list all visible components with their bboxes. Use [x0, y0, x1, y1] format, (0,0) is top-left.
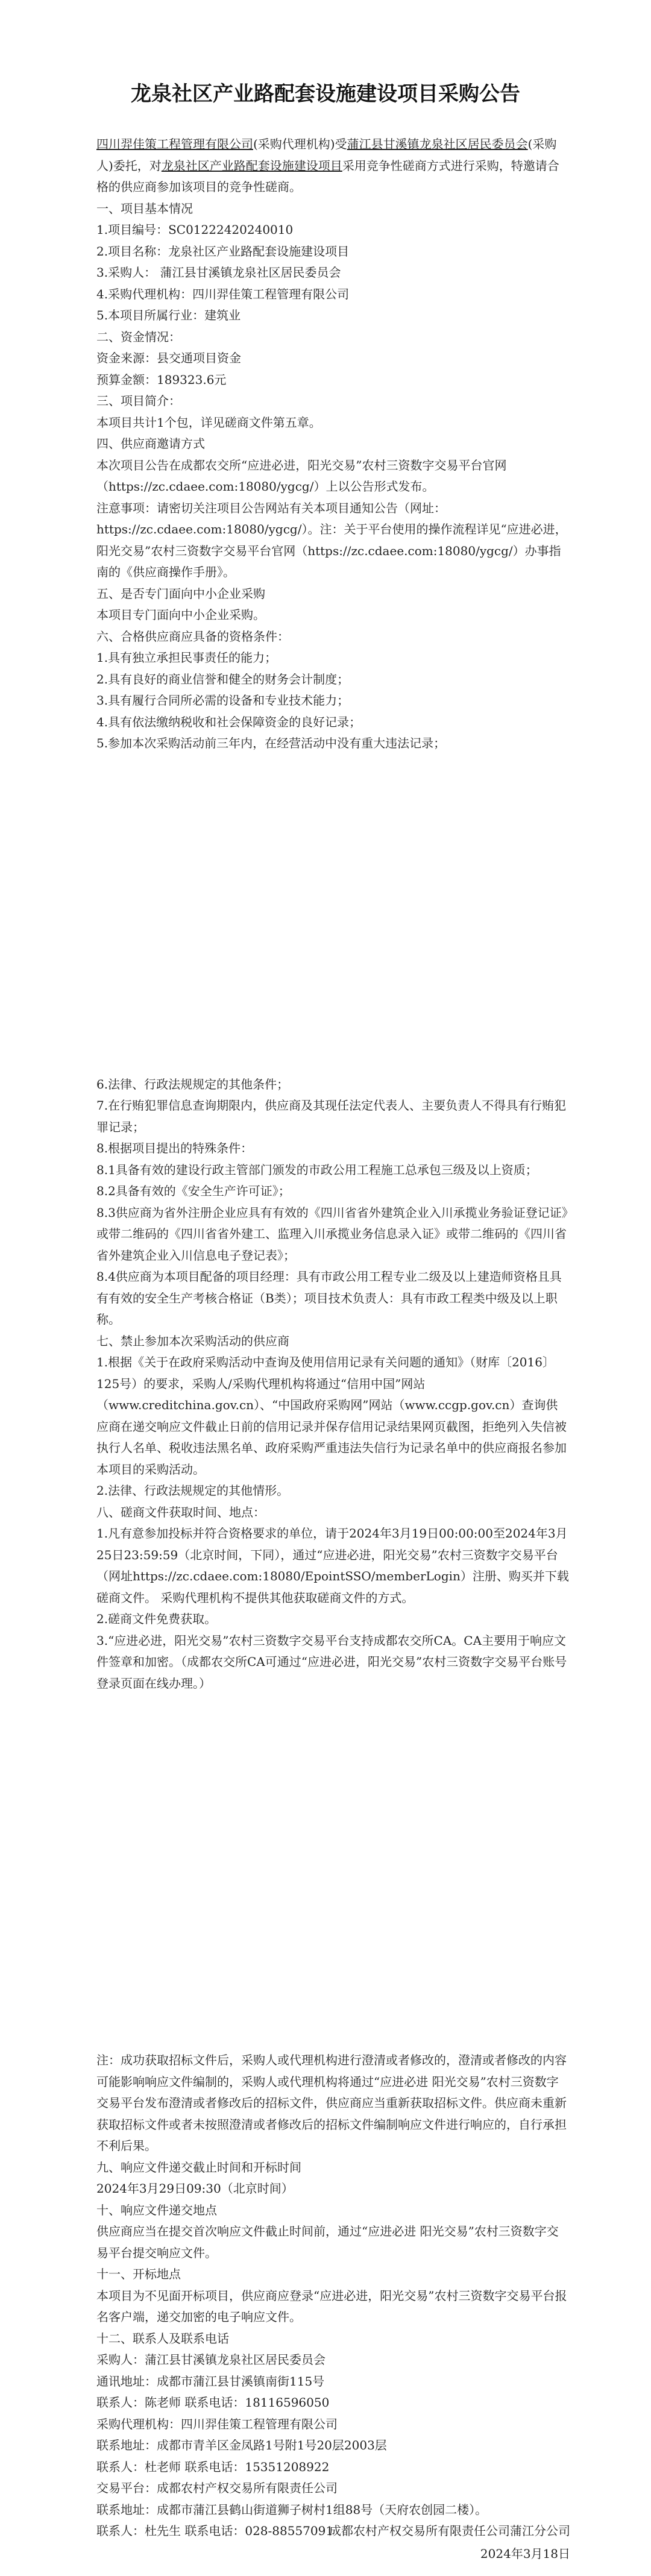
section-item: 1.具有独立承担民事责任的能力；: [96, 650, 277, 665]
intro-paragraph: [96, 134, 570, 198]
project-name: 龙泉社区产业路配套设施建设项目: [161, 158, 342, 173]
section-heading: 十、响应文件递交地点: [96, 2202, 217, 2217]
section-item: 7.在行贿犯罪信息查询期限内，供应商及其现任法定代表人、主要负责人不得具有行贿犯罪记录；: [96, 1098, 567, 1134]
section-heading: 五、是否专门面向中小企业采购: [96, 586, 265, 601]
section-item: 2.具有良好的商业信誉和健全的财务会计制度；: [96, 671, 350, 686]
section-item: 8.1具备有效的建设行政主管部门颁发的市政公用工程施工总承包三级及以上资质；: [96, 1162, 538, 1177]
section-item: 5.参加本次采购活动前三年内，在经营活动中没有重大违法记录；: [96, 736, 446, 750]
section-heading: 二、资金情况：: [96, 329, 181, 344]
section-item: 6.法律、行政法规规定的其他条件；: [96, 1076, 289, 1092]
contact-line: 联系人：陈老师 联系电话：18116596050: [96, 2395, 330, 2410]
section-heading: 十一、开标地点: [96, 2267, 181, 2281]
contact-line: 联系地址：成都市青羊区金凤路1号附1号20层2003层: [96, 2438, 387, 2452]
section-heading: 八、磋商文件获取时间、地点：: [96, 1504, 265, 1519]
section-item: 本次项目公告在成都农交所“应进必进，阳光交易”农村三资数字交易平台官网（https://zc.cdaee.com:18080/ygcg/）上以公告形式发布。: [96, 457, 507, 494]
section-item: 注意事项：请密切关注项目公告网站有关本项目通知公告（网址：https://zc.cdaee.com:18080/ygcg/）。注：关于平台使用的操作流程详见“应进必进，阳光交易”农村三资数字交易平台官网（https://zc.cdaee.com:18080/ygcg/）办事指南的《供应商操作手册》。: [96, 500, 567, 579]
contact-line: 联系人：杜老师 联系电话：15351208922: [96, 2459, 330, 2474]
contact-line: 采购人：蒲江县甘溪镇龙泉社区居民委员会: [96, 2352, 326, 2367]
contact-line: 通讯地址：成都市蒲江县甘溪镇南街115号: [96, 2373, 325, 2389]
contact-line: 联系人：杜先生 联系电话：028-88557091: [96, 2524, 334, 2538]
section-item: 1.项目编号：SC01222420240010: [96, 222, 294, 237]
section-item: 2.项目名称：龙泉社区产业路配套设施建设项目: [96, 243, 350, 259]
section-heading: 三、项目简介：: [96, 394, 181, 408]
section-item: 3.“应进必进，阳光交易”农村三资数字交易平台支持成都农交所CA。CA主要用于响应文件签章和加密。（成都农交所CA可通过“应进必进，阳光交易”农村三资数字交易平台账号登录页面在线办理。）: [96, 1633, 567, 1691]
section-item: 3.具有履行合同所必需的设备和专业技术能力；: [96, 693, 350, 708]
section-heading: 一、项目基本情况: [96, 201, 193, 216]
announcement-body: [96, 134, 570, 2542]
contact-line: 交易平台：成都农村产权交易所有限责任公司: [96, 2481, 338, 2495]
section-heading: 六、合格供应商应具备的资格条件：: [96, 629, 289, 644]
section-item: 本项目专门面向中小企业采购。: [96, 608, 265, 622]
intro-text-1: (采购代理机构)受: [253, 137, 347, 151]
section-item: 1.凡有意参加投标并符合资格要求的单位，请于2024年3月19日00:00:00至2024年3月25日23:59:59（北京时间，下同），通过“应进必进，阳光交易”农村三资数字交易平台（网址https://zc.cdaee.com:18080/EpointSSO/memberLogin）注册、购买并下载磋商文件。 采购代理机构不提供其他获取磋商文件的方式。: [96, 1526, 569, 1605]
section-item: 3.采购人： 蒲江县甘溪镇龙泉社区居民委员会: [96, 265, 341, 280]
section-item: 本项目共计1个包，详见磋商文件第五章。: [96, 415, 321, 430]
footer-organization: 成都农村产权交易所有限责任公司蒲江分公司: [329, 2524, 570, 2538]
section-item: 4.具有依法缴纳税收和社会保障资金的良好记录；: [96, 714, 362, 729]
notice-paragraph: 注：成功获取招标文件后，采购人或代理机构进行澄清或者修改的，澄清或者修改的内容可能影响响应文件编制的，采购人或代理机构将通过“应进必进 阳光交易”农村三资数字交易平台发布澄清或者修改后的招标文件，供应商应当重新获取招标文件。供应商未重新获取招标文件或者未按照澄清或者修改后的招标文件编制响应文件进行响应的，自行承担不利后果。: [96, 2053, 567, 2153]
section-item: 8.4供应商为本项目配备的项目经理：具有市政公用工程专业二级及以上建造师资格且具有有效的安全生产考核合格证（B类）；项目技术负责人：具有市政工程类中级及以上职称。: [96, 1269, 562, 1327]
section-item: 2.磋商文件免费获取。: [96, 1612, 217, 1626]
intro-text-3: 采用竞争性磋商方式进行采购，特邀请合格的供应商参加该项目的竞争性磋商。: [96, 158, 559, 194]
section-item: 本项目为不见面开标项目，供应商应登录“应进必进，阳光交易”农村三资数字交易平台报名客户端，递交加密的电子响应文件。: [96, 2288, 567, 2324]
section-item: 1.根据《关于在政府采购活动中查询及使用信用记录有关问题的通知》（财库〔2016〕125号）的要求，采购人/采购代理机构将通过“信用中国”网站（www.creditchina.gov.cn）、“中国政府采购网”网站（www.ccgp.gov.cn）查询供应商在递交响应文件截止日前的信用记录并保存信用记录结果网页截图，拒绝列入失信被执行人名单、税收违法黑名单、政府采购严重违法失信行为记录名单中的供应商报名参加本项目的采购活动。: [96, 1355, 567, 1477]
section-heading: 十二、联系人及联系电话: [96, 2331, 229, 2346]
section-item: 4.采购代理机构：四川羿佳策工程管理有限公司: [96, 286, 350, 301]
intro-text-2: (采购人)委托，对: [96, 137, 557, 173]
footer-date: 2024年3月18日: [480, 2546, 570, 2561]
section-item: 预算金额：189323.6元: [96, 372, 227, 387]
section-item: 供应商应当在提交首次响应文件截止时间前，通过“应进必进 阳光交易”农村三资数字交易平台提交响应文件。: [96, 2224, 559, 2260]
section-item: 8.2具备有效的《安全生产许可证》；: [96, 1184, 291, 1198]
contact-line: 联系地址：成都市蒲江县鹤山街道狮子树村1组88号（天府农创园二楼）。: [96, 2502, 488, 2517]
section-heading: 九、响应文件递交截止时间和开标时间: [96, 2160, 301, 2175]
section-item: 5.本项目所属行业：建筑业: [96, 308, 241, 322]
section-item: 2024年3月29日09:30（北京时间）: [96, 2181, 294, 2196]
blank-space: [96, 755, 570, 1074]
section-heading: 四、供应商邀请方式: [96, 436, 205, 451]
section-item: 8.根据项目提出的特殊条件：: [96, 1141, 253, 1155]
section-item: 2.法律、行政法规规定的其他情形。: [96, 1483, 289, 1498]
buyer-name: 蒲江县甘溪镇龙泉社区居民委员会: [347, 137, 528, 151]
section-item: 资金来源：县交通项目资金: [96, 351, 241, 365]
agent-name: 四川羿佳策工程管理有限公司: [96, 137, 253, 151]
blank-space: [96, 1694, 570, 2050]
section-heading: 七、禁止参加本次采购活动的供应商: [96, 1333, 289, 1348]
section-item: 8.3供应商为省外注册企业应具有有效的《四川省省外建筑企业入川承揽业务验证登记证》或带二维码的《四川省省外建工、监理入川承揽业务信息录入证》或带二维码的《四川省省外建筑企业入川信息电子登记表》；: [96, 1205, 568, 1263]
contact-line: 采购代理机构：四川羿佳策工程管理有限公司: [96, 2416, 338, 2431]
page-title: 龙泉社区产业路配套设施建设项目采购公告: [131, 82, 520, 106]
